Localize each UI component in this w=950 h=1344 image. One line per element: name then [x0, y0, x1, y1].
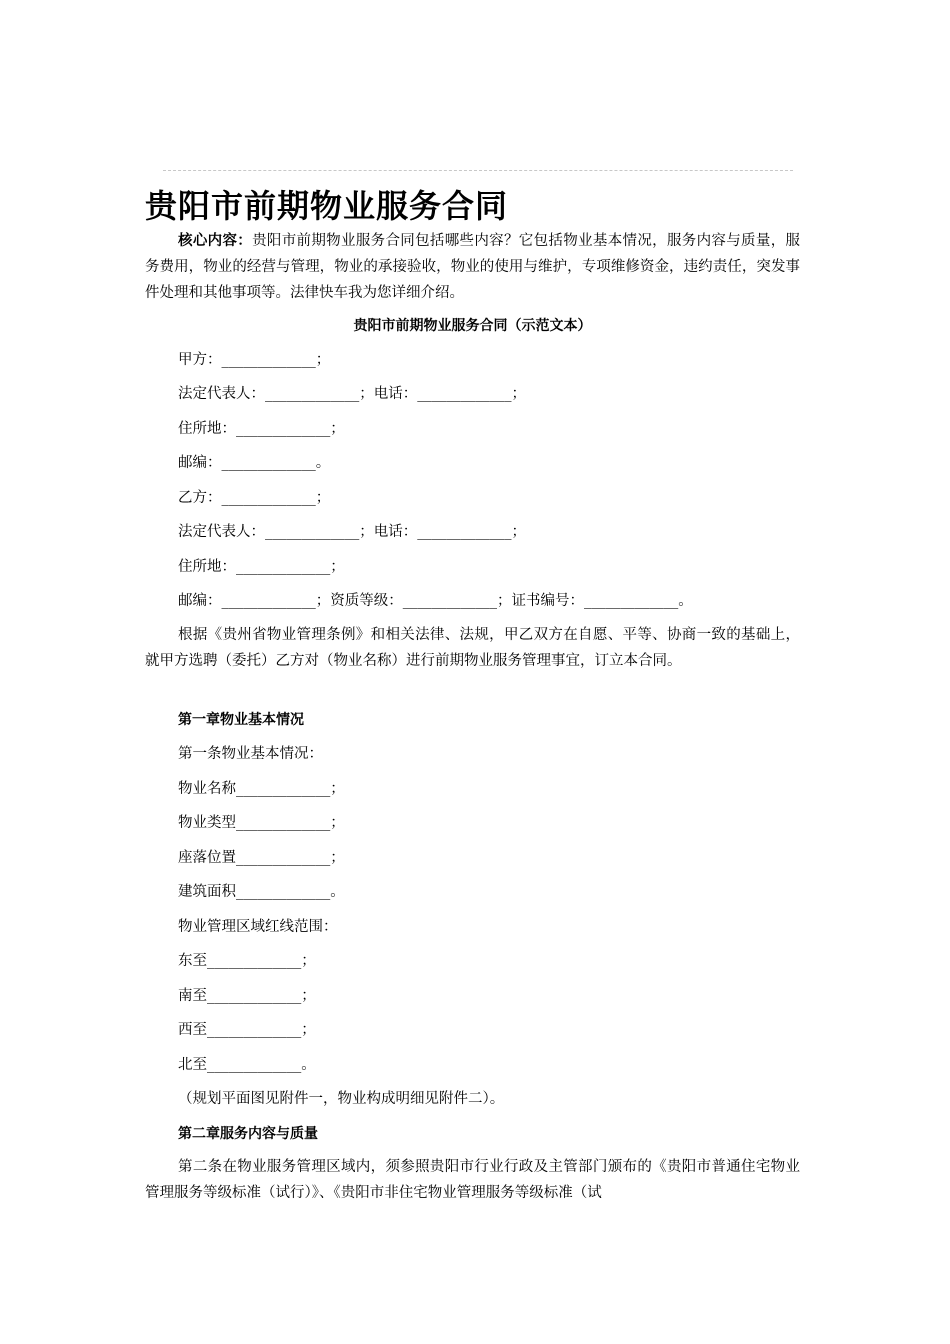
article-1-line: 第一条物业基本情况： [178, 746, 323, 762]
east-boundary-line: 东至_____________； [178, 953, 316, 969]
chapter-2-heading: 第二章服务内容与质量 [178, 1126, 318, 1142]
party-b-address-line: 住所地：_____________； [178, 559, 345, 575]
party-a-zip-line: 邮编：_____________。 [178, 455, 331, 471]
north-boundary-line: 北至_____________。 [178, 1057, 316, 1073]
intro-text: 贵阳市前期物业服务合同包括哪些内容？它包括物业基本情况，服务内容与质量，服务费用，物业的经营与管理，物业的承接验收，物业的使用与维护，专项维修资金，违约责任，突发事件处理和其他事项等。法律快车我为您详细介绍。 [145, 233, 801, 301]
preamble-paragraph: 根据《贵州省物业管理条例》和相关法律、法规，甲乙双方在自愿、平等、协商一致的基础上，就甲方选聘（委托）乙方对（物业名称）进行前期物业服务管理事宜，订立本合同。 [145, 627, 800, 669]
intro-label: 核心内容： [178, 233, 253, 249]
property-name-line: 物业名称_____________； [178, 781, 345, 797]
intro-paragraph [145, 228, 800, 306]
party-a-line: 甲方：_____________； [178, 352, 331, 368]
property-location-line: 座落位置_____________； [178, 850, 345, 866]
page-title: 贵阳市前期物业服务合同 [145, 187, 509, 225]
contract-subtitle: 贵阳市前期物业服务合同（示范文本） [353, 318, 592, 334]
party-a-address-line: 住所地：_____________； [178, 421, 345, 437]
attachment-note-line: （规划平面图见附件一，物业构成明细见附件二）。 [178, 1091, 505, 1107]
party-b-representative-line: 法定代表人：_____________；电话：_____________； [178, 524, 526, 540]
west-boundary-line: 西至_____________； [178, 1022, 316, 1038]
south-boundary-line: 南至_____________； [178, 988, 316, 1004]
property-area-line: 建筑面积_____________。 [178, 884, 345, 900]
party-b-zip-line: 邮编：_____________；资质等级：_____________；证书编号：_____________。 [178, 593, 693, 609]
party-a-representative-line: 法定代表人：_____________；电话：_____________； [178, 386, 526, 402]
boundary-line: 物业管理区域红线范围： [178, 919, 338, 935]
chapter-1-heading: 第一章物业基本情况 [178, 712, 304, 728]
party-b-line: 乙方：_____________； [178, 490, 331, 506]
article-2-paragraph: 第二条在物业服务管理区域内，须参照贵阳市行业行政及主管部门颁布的《贵阳市普通住宅物业管理服务等级标准（试行）》、《贵阳市非住宅物业管理服务等级标准（试 [145, 1159, 800, 1201]
property-type-line: 物业类型_____________； [178, 815, 345, 831]
header-divider [163, 170, 793, 171]
